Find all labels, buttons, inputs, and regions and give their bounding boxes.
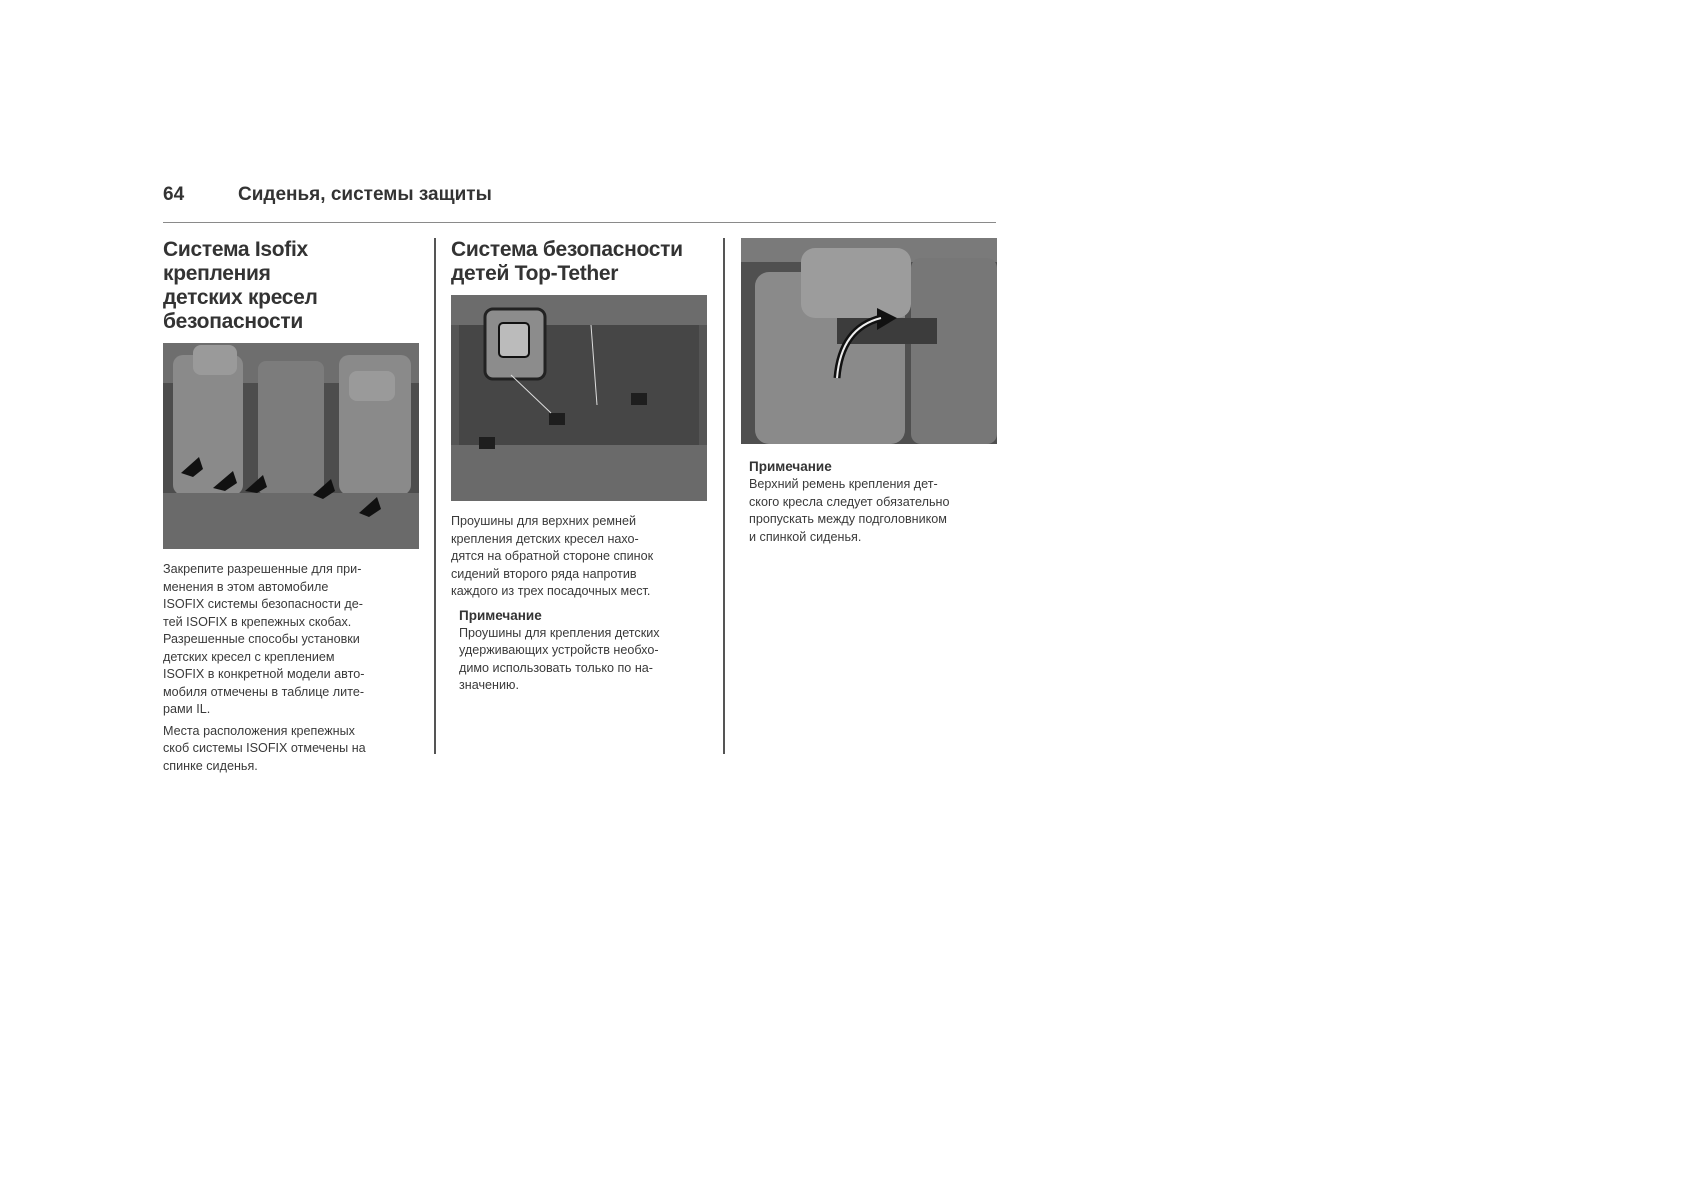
text-line: пропускать между подголовником — [749, 512, 947, 526]
text-line: крепления детских кресел нахо- — [451, 531, 639, 546]
text-line: удерживающих устройств необхо- — [459, 643, 659, 657]
text-line: каждого из трех посадочных мест. — [451, 584, 651, 598]
isofix-seat-photo — [163, 343, 419, 549]
text-line: скоб системы ISOFIX отмечены на — [163, 741, 366, 755]
top-tether-paragraph — [451, 513, 707, 601]
text-line: и спинкой сиденья. — [749, 529, 862, 544]
text-line: Проушины для верхних ремней — [451, 514, 637, 528]
column-divider-1 — [434, 238, 436, 754]
column-strap-note — [741, 238, 997, 546]
isofix-heading-line: безопасности — [163, 310, 303, 333]
top-tether-note — [451, 607, 707, 695]
page-number: 64 — [163, 184, 185, 205]
text-line: рами IL. — [163, 702, 211, 716]
text-line: спинке сиденья. — [163, 758, 258, 773]
text-line: детских кресел с креплением — [163, 649, 335, 664]
isofix-paragraph-1 — [163, 561, 420, 719]
strap-note — [741, 458, 997, 546]
text-line: ISOFIX системы безопасности де- — [163, 597, 363, 611]
text-line: значению. — [459, 678, 519, 692]
text-line: дятся на обратной стороне спинок — [451, 549, 654, 563]
top-tether-photo — [451, 295, 707, 501]
text-line: Разрешенные способы установки — [163, 632, 360, 646]
headrest-strap-photo — [741, 238, 997, 444]
text-line: мобиля отмечены в таблице лите- — [163, 684, 365, 699]
text-line: ISOFIX в конкретной модели авто- — [163, 667, 365, 681]
text-line: тей ISOFIX в крепежных скобах. — [163, 614, 352, 629]
isofix-heading-line: Система Isofix крепления — [163, 238, 308, 285]
text-line: сидений второго ряда напротив — [451, 566, 637, 581]
note-title: Примечание — [459, 607, 542, 623]
note-text — [459, 625, 707, 695]
text-line: димо использовать только по на- — [459, 660, 653, 675]
text-line: Верхний ремень крепления дет- — [749, 477, 938, 491]
column-divider-2 — [723, 238, 725, 754]
note-title: Примечание — [749, 459, 832, 474]
isofix-paragraph-2 — [163, 723, 420, 776]
text-line: Закрепите разрешенные для при- — [163, 562, 362, 576]
top-tether-heading-line: детей Top-Tether — [451, 262, 619, 285]
top-tether-heading — [451, 238, 707, 286]
text-line: Места расположения крепежных — [163, 723, 355, 738]
isofix-heading — [163, 238, 420, 334]
chapter-title: Сиденья, системы защиты — [238, 184, 492, 205]
text-line: ского кресла следует обязательно — [749, 494, 950, 509]
text-line: Проушины для крепления детских — [459, 625, 660, 640]
top-tether-heading-line: Система безопасности — [451, 238, 683, 261]
header-divider — [163, 222, 996, 223]
page-header — [163, 182, 996, 224]
isofix-heading-line: детских кресел — [163, 286, 318, 309]
column-top-tether — [451, 238, 707, 695]
note-text — [749, 476, 997, 546]
column-isofix — [163, 238, 420, 775]
text-line: менения в этом автомобиле — [163, 579, 329, 594]
